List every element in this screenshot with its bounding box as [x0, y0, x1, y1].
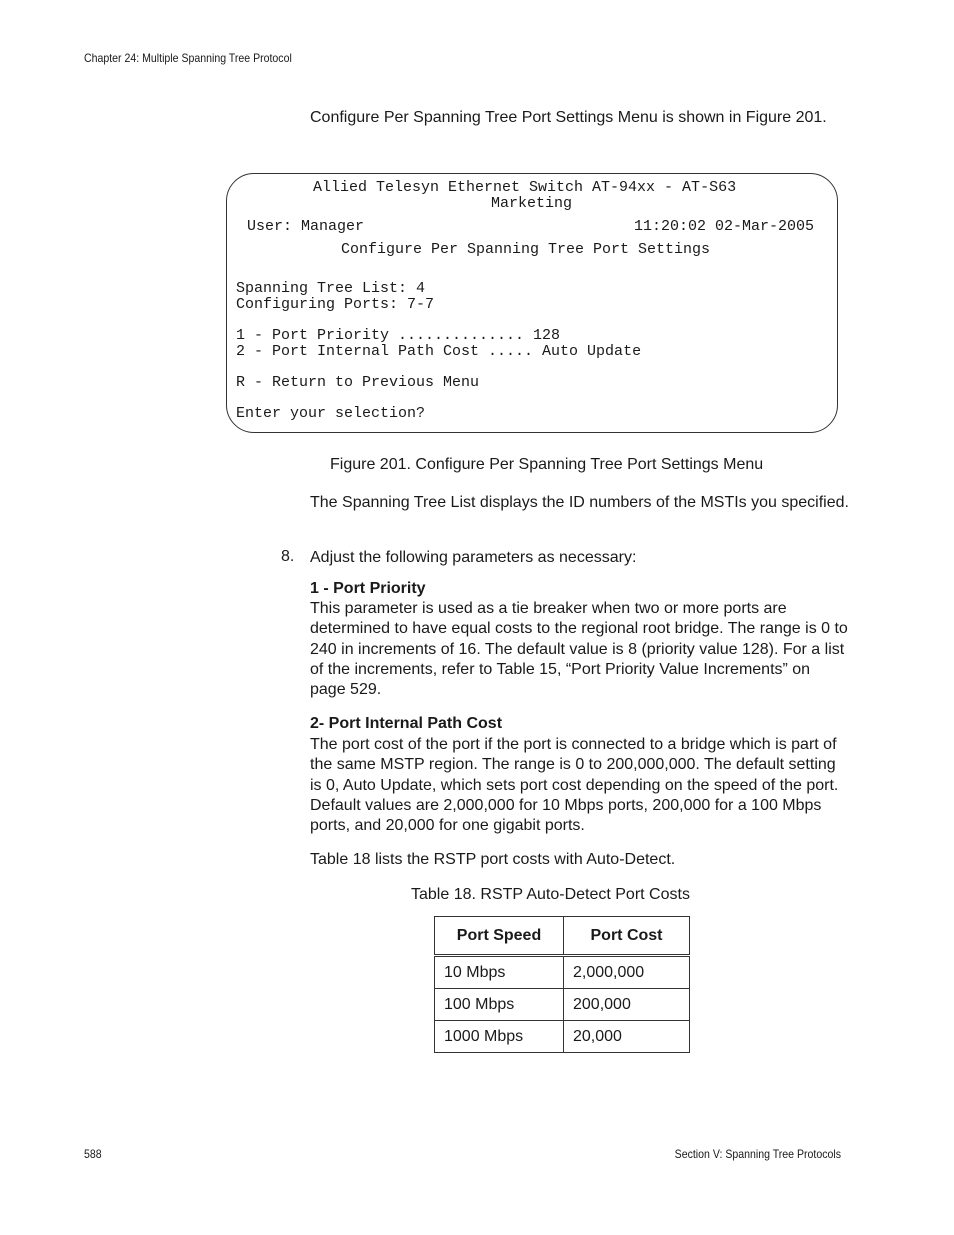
terminal-option-port-priority[interactable]: 1 - Port Priority .............. 128	[236, 327, 561, 344]
step-number: 8.	[281, 548, 295, 565]
table-caption: Table 18. RSTP Auto-Detect Port Costs	[411, 886, 690, 903]
spanning-tree-list-paragraph: The Spanning Tree List displays the ID numbers of the MSTIs you specified.	[310, 494, 849, 511]
cell-port-speed: 1000 Mbps	[435, 1021, 564, 1053]
table-header-row	[435, 917, 690, 956]
terminal-option-path-cost[interactable]: 2 - Port Internal Path Cost ..... Auto Update	[236, 343, 642, 360]
table-row	[435, 1021, 690, 1053]
cell-port-cost: 2,000,000	[564, 956, 690, 989]
page-number: 588	[84, 1147, 102, 1161]
terminal-banner: Allied Telesyn Ethernet Switch AT-94xx - AT-S63	[313, 179, 737, 196]
running-header: Chapter 24: Multiple Spanning Tree Protocol	[84, 51, 292, 65]
table-row	[435, 956, 690, 989]
cell-port-speed: 10 Mbps	[435, 956, 564, 989]
table-row	[435, 989, 690, 1021]
terminal-screen	[226, 173, 838, 433]
header-port-cost: Port Cost	[564, 917, 690, 956]
terminal-user: User: Manager	[247, 218, 365, 235]
port-priority-description: This parameter is used as a tie breaker when two or more ports are determined to have equal costs to the regional root bridge. The range is 0 to 240 in increments of 16. The default value is 8 (priority value 128). For a list of the increments, refer to Table 15, “Port Priority Value Increments” on page 529.	[310, 600, 848, 699]
cell-port-cost: 200,000	[564, 989, 690, 1021]
port-priority-heading: 1 - Port Priority	[310, 580, 426, 597]
terminal-menu-title: Configure Per Spanning Tree Port Settings	[341, 241, 711, 258]
cell-port-speed: 100 Mbps	[435, 989, 564, 1021]
header-port-speed: Port Speed	[435, 917, 564, 956]
terminal-datetime: 11:20:02 02-Mar-2005	[634, 218, 815, 235]
intro-paragraph: Configure Per Spanning Tree Port Settings Menu is shown in Figure 201.	[310, 109, 827, 126]
figure-caption: Figure 201. Configure Per Spanning Tree Port Settings Menu	[330, 456, 764, 473]
terminal-system-name: Marketing	[491, 195, 573, 212]
step-text: Adjust the following parameters as necessary:	[310, 549, 637, 566]
cell-port-cost: 20,000	[564, 1021, 690, 1053]
section-footer: Section V: Spanning Tree Protocols	[674, 1147, 841, 1161]
port-cost-table	[434, 916, 690, 1053]
terminal-prompt[interactable]: Enter your selection?	[236, 405, 426, 422]
path-cost-heading: 2- Port Internal Path Cost	[310, 715, 503, 732]
path-cost-description: The port cost of the port if the port is connected to a bridge which is part of the same MSTP region. The range is 0 to 200,000,000. The default setting is 0, Auto Update, which sets port cost depending on the speed of the port. Default values are 2,000,000 for 10 Mbps ports, 200,000 for a 100 Mbps ports, and 20,000 for one gigabit ports.	[310, 736, 839, 835]
terminal-spanning-tree-list: Spanning Tree List: 4	[236, 280, 426, 297]
table-intro: Table 18 lists the RSTP port costs with Auto-Detect.	[310, 851, 676, 868]
terminal-configuring-ports: Configuring Ports: 7-7	[236, 296, 435, 313]
terminal-option-return[interactable]: R - Return to Previous Menu	[236, 374, 480, 391]
